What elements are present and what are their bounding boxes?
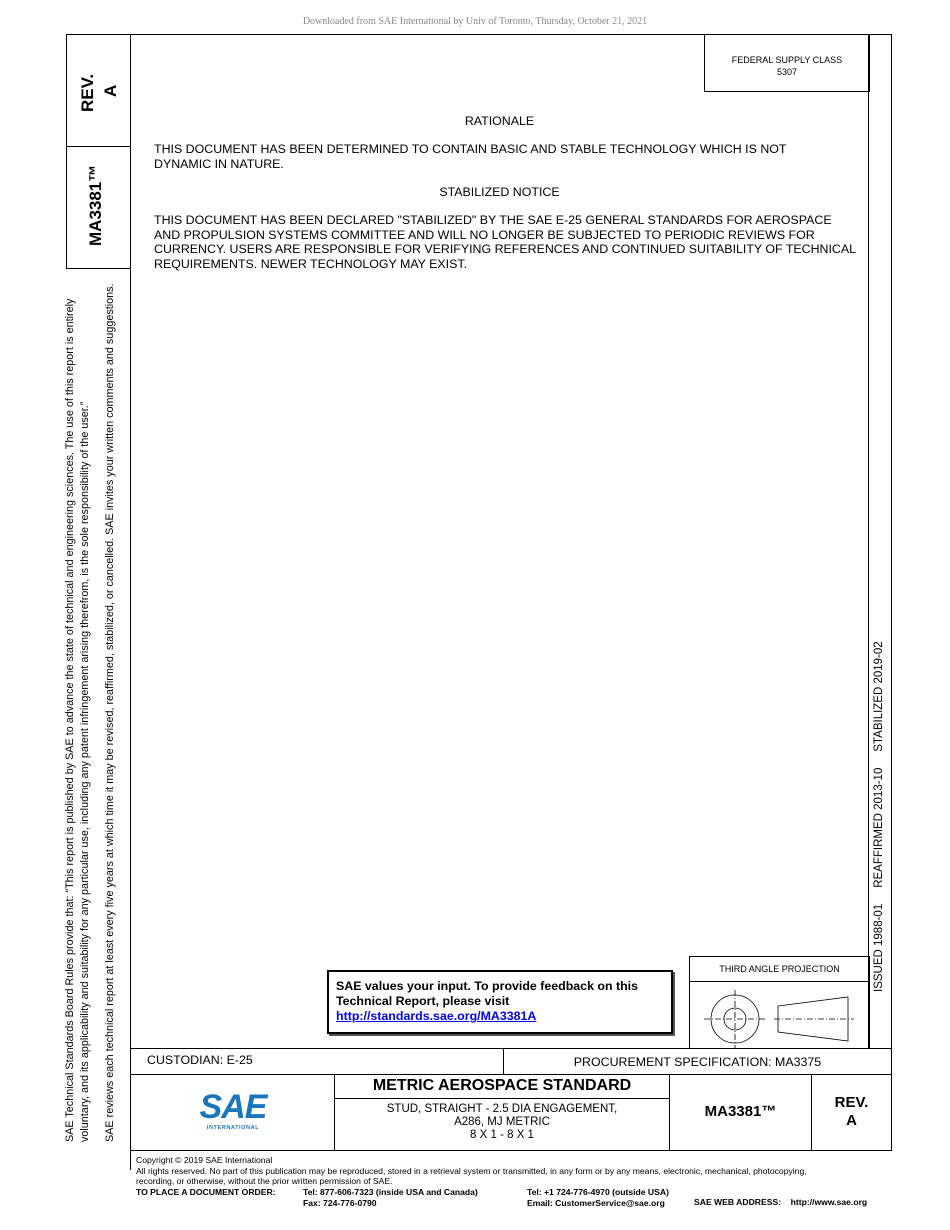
strip-rev	[78, 74, 98, 112]
custodian-row-top	[130, 1048, 892, 1049]
standard-title: METRIC AEROSPACE STANDARD	[372, 1077, 632, 1094]
strip-divider-2	[66, 268, 131, 269]
part-description-line-2: A286, MJ METRIC	[454, 1116, 550, 1128]
projection-box	[689, 956, 870, 1049]
part-description	[335, 1103, 669, 1142]
title-underline	[334, 1098, 670, 1099]
strip-rev-label: REV.	[78, 73, 97, 112]
sae-logo-text: SAE	[199, 1088, 267, 1126]
side-note-2: voluntary, and its applicability and suitability for any particular use, including any patent infringement arising therefrom, is the sole responsibility of the user.”	[79, 401, 91, 1142]
sae-logo	[198, 1090, 268, 1134]
feedback-link[interactable]: http://standards.sae.org/MA3381A	[336, 1009, 537, 1023]
procurement-spec: PROCUREMENT SPECIFICATION: MA3375	[573, 1055, 822, 1069]
title-block-bottom	[130, 1150, 892, 1151]
download-notice: Downloaded from SAE International by Univ of Toronto, Thursday, October 21, 2021	[302, 16, 648, 27]
federal-supply-box	[704, 34, 870, 92]
side-note-3: SAE reviews each technical report at least every five years at which time it may be revised, reaffirmed, stabilized, or cancelled. SAE invites your written comments and suggestions.	[104, 283, 116, 1142]
third-angle-projection-icon	[690, 982, 869, 1048]
title-rev-label: REV.	[834, 1094, 869, 1111]
custodian-row-bottom	[130, 1074, 892, 1075]
footer	[136, 1155, 896, 1187]
footer-phone-outside	[527, 1187, 669, 1208]
footer-fax: Fax: 724-776-0790	[303, 1197, 377, 1208]
stabilized-text: THIS DOCUMENT HAS BEEN DECLARED "STABILIZED" BY THE SAE E-25 GENERAL STANDARDS FOR AEROSPACE AND PROPULSION SYSTEMS COMMITTEE AND WILL NO LONGER BE SUBJECTED TO PERIODIC REVIEWS FOR CURRENCY. USERS ARE RESPONSIBLE FOR VERIFYING REFERENCES AND CONTINUED SUITABILITY OF TECHNICAL REQUIREMENTS. NEWER TECHNOLOGY MAY EXIST.	[154, 213, 856, 271]
frame-left	[130, 34, 131, 1170]
footer-order-label: TO PLACE A DOCUMENT ORDER:	[136, 1187, 276, 1197]
projection-label: THIRD ANGLE PROJECTION	[719, 964, 840, 974]
federal-supply-value: 5307	[776, 67, 798, 77]
stabilized-heading: STABILIZED NOTICE	[439, 185, 560, 199]
strip-rev-value: A	[101, 84, 120, 97]
side-note-1: SAE Technical Standards Board Rules provide that: “This report is published by SAE to advance the state of technical and engineering sciences. The use of this report is entirely	[64, 298, 76, 1142]
feedback-line-2: Technical Report, please visit	[336, 994, 510, 1008]
title-rev-value: A	[846, 1112, 857, 1129]
footer-rights-1: All rights reserved. No part of this publication may be reproduced, stored in a retrieval system or transmitted, in any form or by any means, electronic, mechanical, photocopying,	[136, 1165, 807, 1176]
frame-right-outer	[891, 34, 892, 1151]
rationale-heading: RATIONALE	[464, 114, 535, 128]
sae-logo-subtext: INTERNATIONAL	[206, 1125, 260, 1131]
footer-web-address: SAE WEB ADDRESS: http://www.sae.org	[694, 1197, 868, 1207]
footer-tel-outside: Tel: +1 724-776-4970 (outside USA)	[527, 1187, 669, 1197]
footer-copyright: Copyright © 2019 SAE International	[136, 1155, 273, 1165]
strip-doc-number: MA3381™	[86, 164, 105, 246]
frame-right-inner	[868, 34, 869, 1048]
title-doc-number: MA3381™	[704, 1103, 777, 1120]
part-description-line-1: STUD, STRAIGHT - 2.5 DIA ENGAGEMENT,	[386, 1103, 618, 1115]
footer-tel-usa: Tel: 877-606-7323 (inside USA and Canada)	[303, 1187, 478, 1197]
frame-left-strip-left	[66, 34, 67, 269]
footer-phone-usa	[303, 1187, 478, 1208]
footer-email: Email: CustomerService@sae.org	[527, 1197, 665, 1208]
part-description-line-3: 8 X 1 - 8 X 1	[470, 1129, 534, 1141]
title-rev	[812, 1094, 891, 1130]
rationale-text: THIS DOCUMENT HAS BEEN DETERMINED TO CONTAIN BASIC AND STABLE TECHNOLOGY WHICH IS NOT DYNAMIC IN NATURE.	[154, 142, 787, 171]
footer-rights-2: recording, or otherwise, without the prior written permission of SAE.	[136, 1176, 393, 1186]
feedback-line-1: SAE values your input. To provide feedback on this	[336, 979, 639, 993]
feedback-box	[327, 970, 673, 1034]
issue-history: ISSUED 1988-01 REAFFIRMED 2013-10 STABILIZED 2019-02	[873, 641, 885, 992]
custodian: CUSTODIAN: E-25	[147, 1053, 253, 1067]
strip-divider-1	[66, 146, 131, 147]
federal-supply-label: FEDERAL SUPPLY CLASS	[731, 55, 843, 65]
